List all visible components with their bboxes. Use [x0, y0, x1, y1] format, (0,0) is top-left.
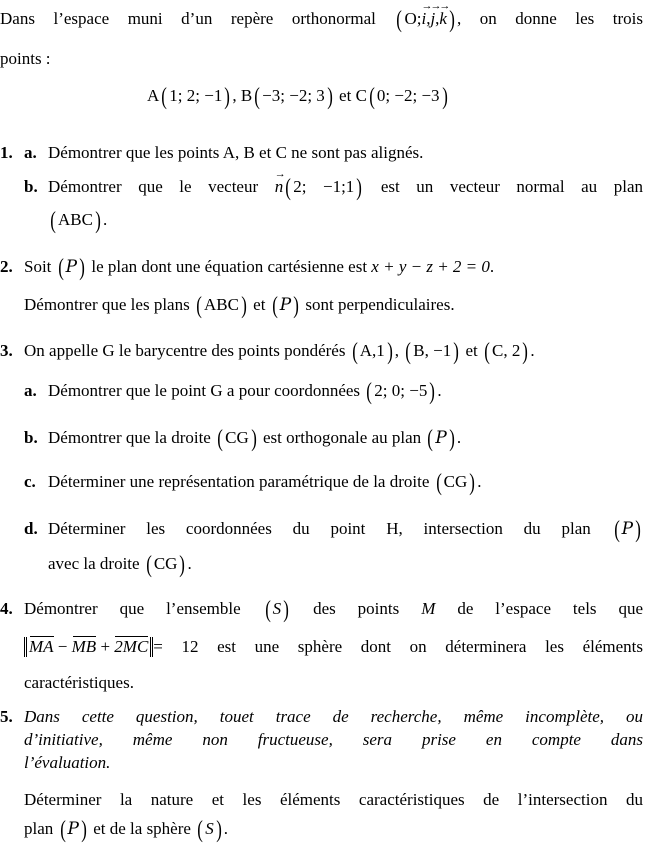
question-3-number: 3.	[0, 341, 13, 360]
frame-vector-i: i →	[421, 8, 426, 30]
vector-ma: MA	[29, 637, 54, 656]
plane-p-symbol: P	[67, 819, 79, 839]
question-5-italic-1	[24, 706, 643, 728]
plane-abc: ABC	[58, 210, 93, 229]
intro-line-1: Dans l’espace muni d’un repère orthonormal ( O;i →,j →,k →) , on donne les trois	[0, 8, 643, 30]
question-3d-text: Déterminer les coordonnées du point H, intersection du plan	[48, 519, 591, 538]
line-cg: CG	[443, 472, 468, 491]
conjunction: et	[465, 341, 478, 360]
question-3c: Déterminer une représentation paramétrique de la droite ( CG) .	[48, 470, 482, 496]
question-1b-line-2: ( ABC) .	[50, 208, 108, 234]
plane-p-symbol: P	[279, 295, 292, 315]
line-cg: CG	[225, 428, 249, 447]
question-2-text-2: Démontrer que les plans	[24, 295, 190, 314]
normal-vector-n: n →	[275, 176, 284, 198]
set-s: S	[272, 599, 282, 618]
question-1a-label: a.	[24, 143, 37, 162]
point-a-label: A	[147, 86, 160, 105]
question-5-italic-3	[24, 752, 110, 774]
question-3b-text: Démontrer que la droite	[48, 428, 211, 447]
question-4-text-2: des points	[313, 599, 400, 618]
plane-p-symbol: P	[435, 428, 447, 448]
question-3-text: On appelle G le barycentre des points pondérés	[24, 341, 346, 360]
point-a-coords: 1; 2; −1	[169, 86, 223, 105]
question-1b-text-after: est un vecteur normal au plan	[380, 177, 644, 196]
frame-origin: O;	[404, 9, 422, 28]
point-c-label: C	[355, 86, 367, 105]
frame-vector-j: j →	[430, 8, 435, 30]
question-3b-label: b.	[24, 428, 38, 447]
question-1-number: 1.	[0, 143, 13, 162]
question-3a: Démontrer que le point G a pour coordonnées ( 2; 0; −5) .	[48, 379, 442, 405]
norm-value: = 12	[153, 637, 199, 656]
question-1b-text: Démontrer que le vecteur	[48, 177, 259, 196]
question-2-line-1: Soit ( P) le plan dont une équation cartésienne est x + y − z + 2 = 0.	[24, 255, 495, 281]
question-1a	[48, 142, 423, 164]
question-3d-line-1: Déterminer les coordonnées du point H, intersection du plan ( P)	[48, 517, 641, 543]
intro-text-after: , on donne les trois	[456, 9, 644, 28]
question-5-italic-text-3: l’évaluation.	[24, 753, 111, 772]
normal-vector-coords: 2; −1;1	[293, 177, 355, 196]
question-2-number: 2.	[0, 257, 13, 276]
question-5-italic-2	[24, 729, 643, 751]
question-5-text-2: et de la sphère	[93, 819, 191, 838]
vector-mb: MB	[71, 637, 97, 656]
question-3c-text: Déterminer une représentation paramétrique de la droite	[48, 472, 430, 491]
points-definition: A( 1; 2; −1) , B( −3; −2; 3) et C( 0; −2; −3)	[147, 84, 448, 110]
question-5-text-1: Déterminer la nature et les éléments caractéristiques de l’intersection du	[24, 790, 643, 809]
question-3b: Démontrer que la droite ( CG) est orthogonale au plan ( P) .	[48, 426, 462, 452]
question-4-text-4: est une sphère dont on déterminera les éléments	[217, 637, 643, 656]
question-2-soit: Soit	[24, 257, 52, 276]
point-c-coords: 0; −2; −3	[376, 86, 440, 105]
question-4-text: Démontrer que l’ensemble	[24, 599, 241, 618]
question-3a-text: Démontrer que le point G a pour coordonnées	[48, 381, 361, 400]
question-3c-label: c.	[24, 472, 36, 491]
question-3b-text-after: est orthogonale au plan	[262, 428, 422, 447]
question-3d-text-2: avec la droite	[48, 554, 140, 573]
question-4-text-5: caractéristiques.	[24, 673, 134, 692]
question-3d-line-2: avec la droite ( CG) .	[48, 552, 192, 578]
plane-p-symbol: P	[621, 519, 634, 539]
weighted-point-b: B, −1	[413, 341, 452, 360]
intro-line-2	[0, 48, 51, 70]
question-5-line-2: plan ( P) et de la sphère ( S) .	[24, 817, 228, 843]
conjunction: et	[253, 295, 266, 314]
frame-vector-k: k →	[439, 8, 447, 30]
question-2-line-2: Démontrer que les plans ( ABC) et ( P) sont perpendiculaires.	[24, 293, 455, 319]
sphere-s: S	[205, 819, 214, 838]
vector-2mc: 2MC	[114, 637, 149, 656]
weighted-point-c: C, 2	[491, 341, 521, 360]
point-b-label: B	[240, 86, 253, 105]
question-3-intro: On appelle G le barycentre des points pondérés ( A,1) , ( B, −1) et ( C, 2) .	[24, 339, 535, 365]
intro-points-label: points :	[0, 49, 51, 68]
question-1a-text: Démontrer que les points A, B et C ne sont pas alignés.	[48, 143, 424, 162]
point-g-coords: 2; 0; −5	[374, 381, 428, 400]
conjunction: et	[339, 86, 352, 105]
question-2-text: le plan dont une équation cartésienne est	[91, 257, 368, 276]
question-5-text-plan: plan	[24, 819, 54, 838]
question-3d-label: d.	[24, 519, 38, 538]
question-2-text-after: sont perpendiculaires.	[305, 295, 455, 314]
point-m: M	[421, 599, 436, 618]
question-5-italic-text-2: d’initiative, même non fructueuse, sera prise en compte dans	[24, 730, 643, 749]
question-1b-label: b.	[24, 177, 38, 196]
point-b-coords: −3; −2; 3	[262, 86, 325, 105]
question-5-line-1	[24, 789, 643, 811]
vector-norm: MA − MB + 2MC	[24, 637, 153, 657]
question-4-text-3: de l’espace tels que	[457, 599, 644, 618]
question-3a-label: a.	[24, 381, 37, 400]
plane-p-equation: x + y − z + 2 = 0	[371, 257, 490, 276]
question-5-number: 5.	[0, 707, 13, 726]
weighted-point-a: A,1	[359, 341, 385, 360]
question-4-number: 4.	[0, 599, 13, 618]
question-5-italic-text-1: Dans cette question, touet trace de recherche, même incomplète, ou	[24, 707, 643, 726]
question-4-line-1: Démontrer que l’ensemble ( S) des points M de l’espace tels que	[24, 597, 644, 623]
question-1b-line-1: Démontrer que le vecteur n →( 2; −1;1) est un vecteur normal au plan	[48, 176, 643, 198]
plane-p-symbol: P	[65, 257, 78, 277]
question-4-line-2	[24, 636, 643, 658]
line-cg: CG	[153, 554, 178, 573]
question-4-line-3	[24, 672, 134, 694]
plane-abc-ref: ABC	[203, 295, 239, 314]
intro-text: Dans l’espace muni d’un repère orthonormal	[0, 9, 376, 28]
